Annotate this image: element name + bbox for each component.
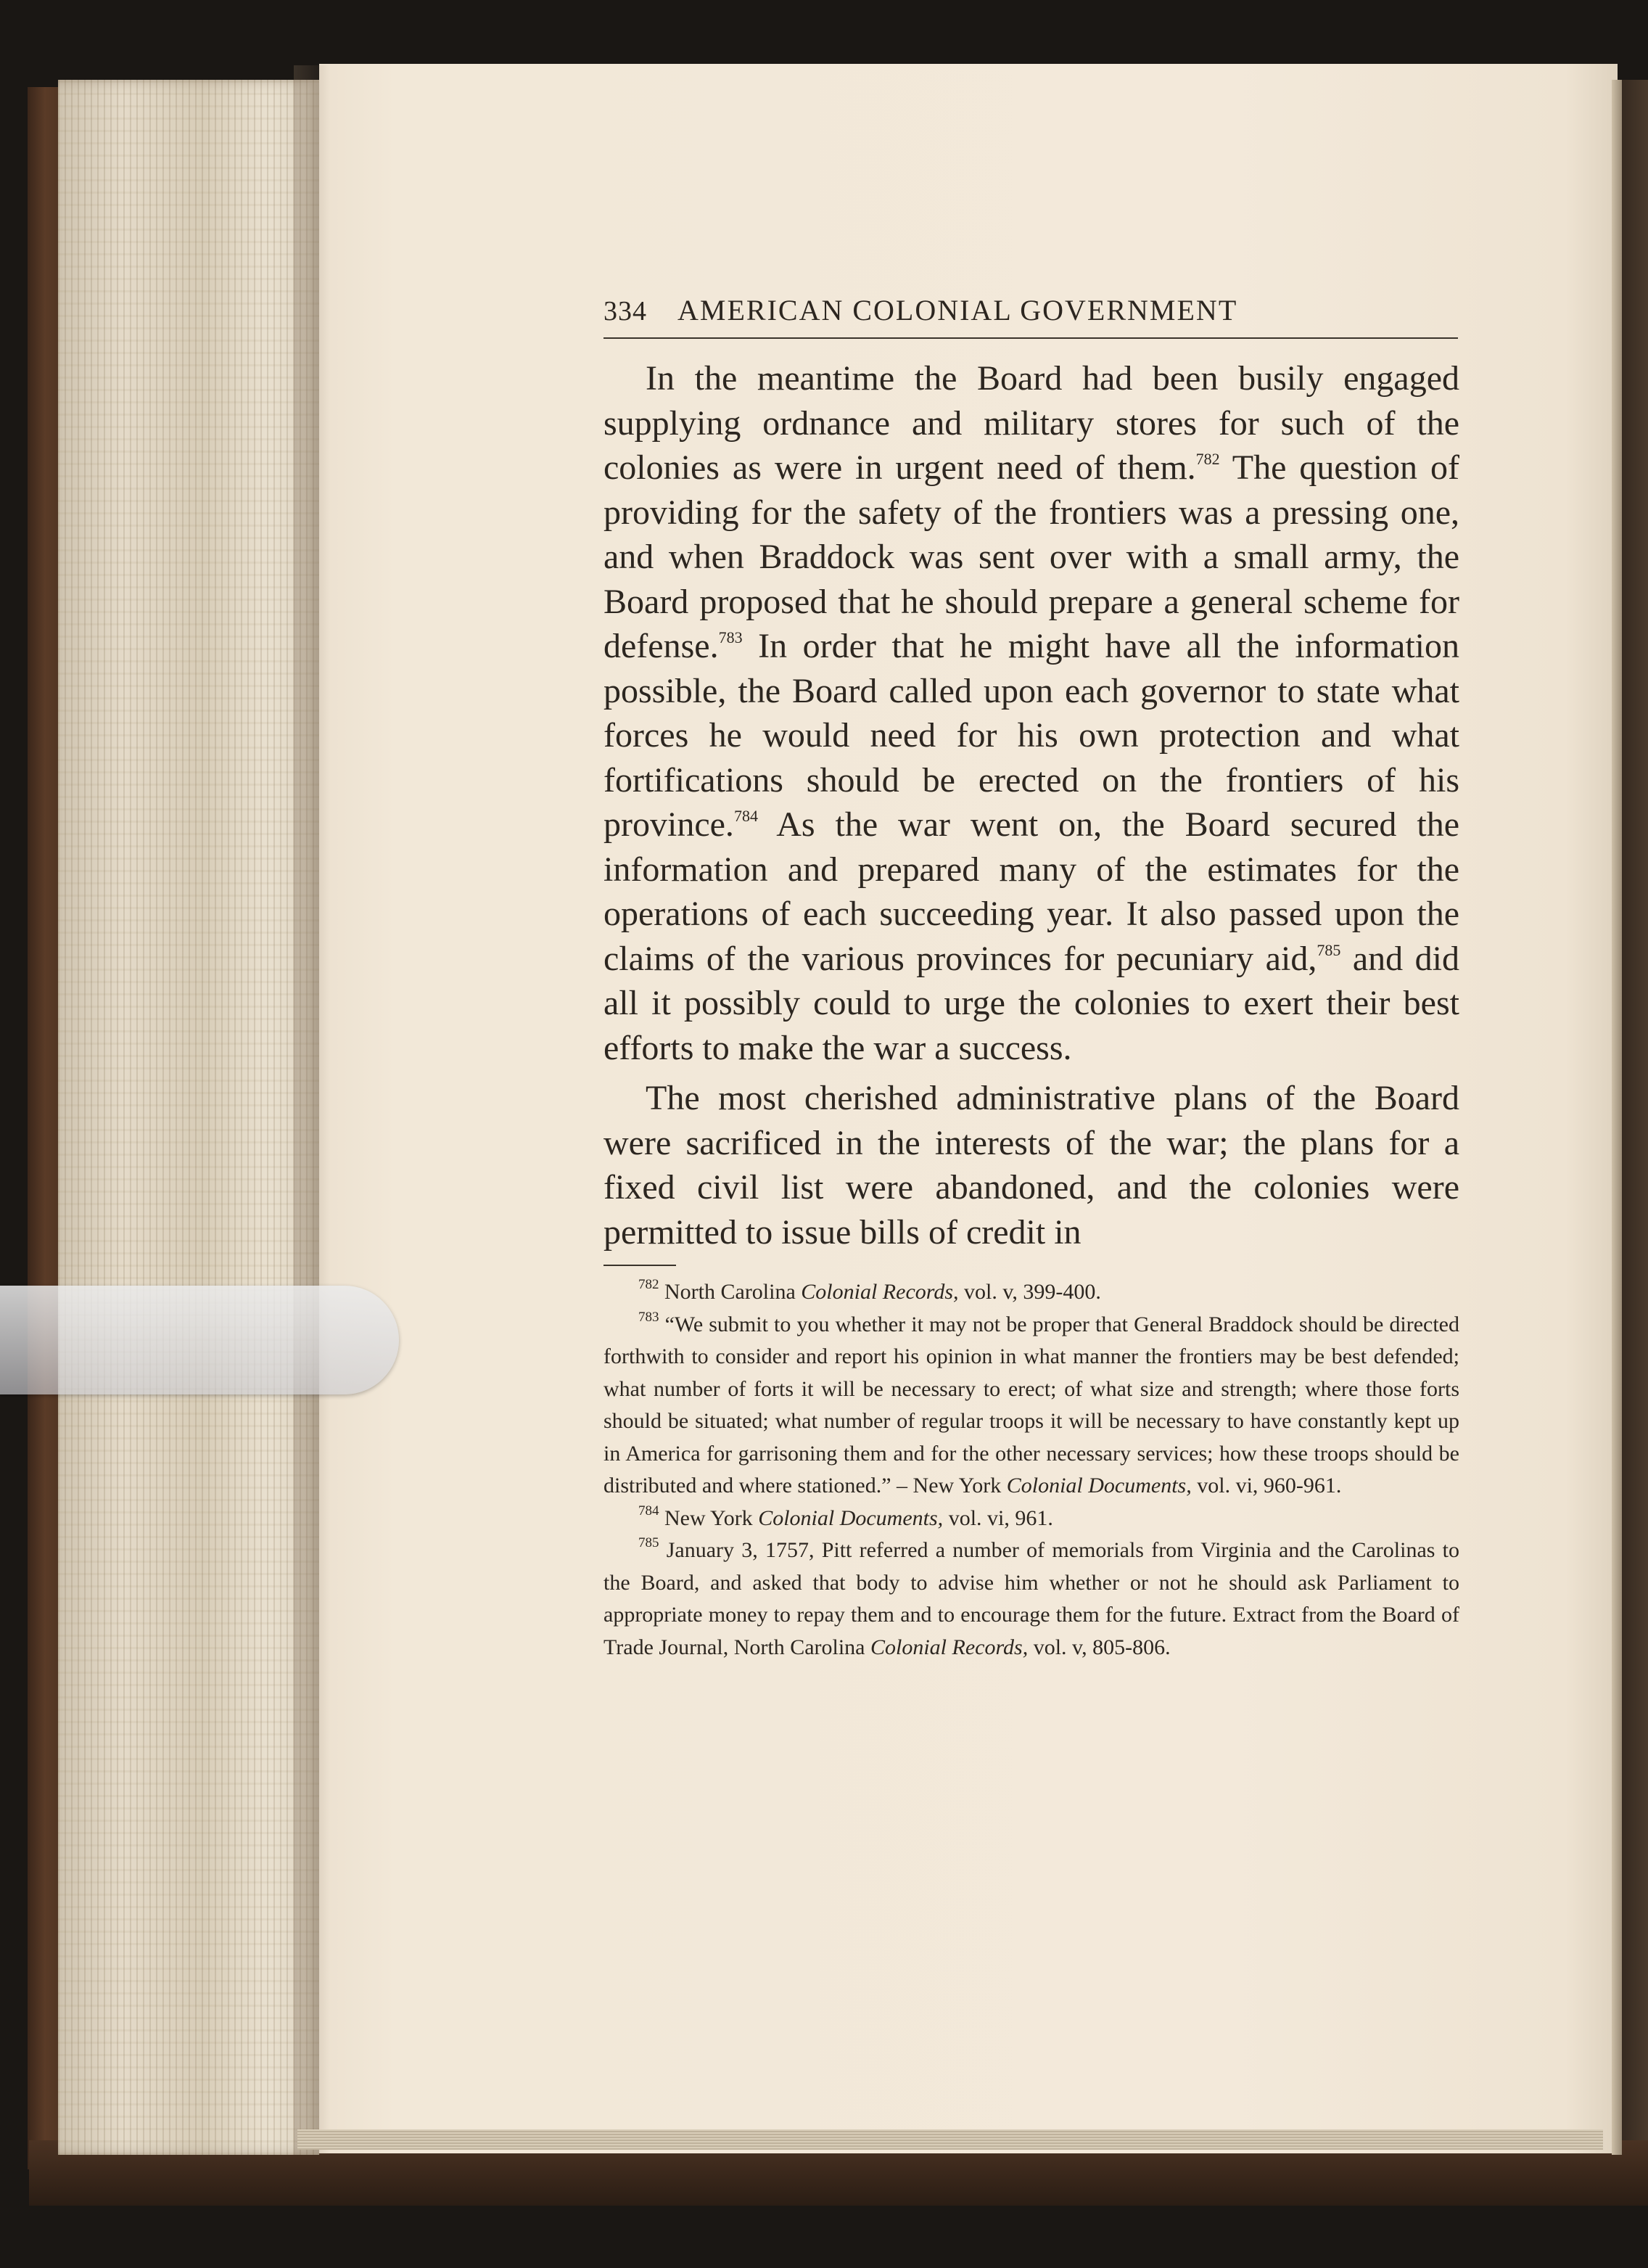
footnote-reference: 783 [718,628,743,646]
footnote-number: 782 [638,1277,659,1292]
page-header [603,293,1458,339]
page-stack-edges [58,80,319,2155]
italic-text: Colonial Records, [801,1280,959,1304]
text-run: The most cherished administrative plans of the Board were sacrificed in the interests of the war; the plans for a fixed civil list were abandoned, and the colonies were permitted to issue bills of credit in [603,1079,1459,1252]
text-run: In order that he might have all the information possible, the Board called upon each governor to state what forces he would need for his own protection and what fortifications should be erected on the frontiers of his province. [603,627,1459,844]
page-content [603,293,1459,1664]
italic-text: Colonial Documents, [758,1505,944,1530]
text-run: “We submit to you whether it may not be proper that General Braddock should be directed forthwith to consider and report his opinion in what manner the frontiers may be best defended; what number of forts it will be necessary to erect; of what size and strength; where those forts should be situated; what number of regular troops it will be necessary to have constantly kept up in America for garrisoning them and for the other necessary services; how these troops should be distributed and where stationed.” – New York [603,1312,1459,1497]
text-run: vol. v, 399-400. [958,1280,1101,1304]
footnote-number: 785 [638,1535,659,1550]
footnote-reference: 782 [1195,450,1220,468]
footnote-reference: 785 [1317,940,1341,959]
footnote-785 [603,1534,1459,1664]
text-run: As the war went on, the Board secured the information and prepared many of the estimates for the operations of each succeeding year. It also passed upon the claims of the various provinces for pecuniary aid, [603,805,1459,978]
footnote-number: 784 [638,1503,659,1519]
page-bottom-edge [297,2129,1603,2150]
body-text [603,356,1459,1254]
paragraph [603,1076,1459,1254]
text-run: North Carolina [659,1280,802,1304]
text-run: vol. v, 805-806. [1028,1635,1171,1659]
page-gutter-shadow [294,65,330,2155]
italic-text: Colonial Documents, [1006,1474,1192,1497]
bookmark-clip [0,1286,399,1394]
text-run: vol. vi, 961. [943,1505,1053,1530]
running-head: AMERICAN COLONIAL GOVERNMENT [677,294,1238,326]
text-run: In the meantime the Board had been busily engaged supplying ordnance and military stores for such of the colonies as were in urgent need of them. [603,359,1459,487]
footnote-rule [603,1265,676,1266]
text-run: January 3, 1757, Pitt referred a number of memorials from Virginia and the Carolinas to the Board, and asked that body to advise him whether or not he should ask Parliament to appropriate money to repay them and to encourage them for the future. Extract from the Board of Trade Journal, North Carolina [603,1538,1459,1659]
text-run: New York [659,1505,759,1530]
footnote-number: 783 [638,1309,659,1325]
italic-text: Colonial Records, [870,1635,1029,1659]
page-number: 334 [603,296,647,326]
footnote-784 [603,1503,1459,1535]
footnote-782 [603,1276,1459,1309]
footnotes [603,1276,1459,1664]
text-run: vol. vi, 960-961. [1191,1474,1342,1497]
page-right-edge [1612,80,1622,2155]
footnote-783 [603,1309,1459,1503]
text-run: The question of providing for the safety of the frontiers was a pressing one, and when Braddock was sent over with a small army, the Board proposed that he should prepare a general scheme for defense. [603,448,1459,665]
footnote-reference: 784 [733,807,758,825]
text-run: and did all it possibly could to urge the colonies to exert their best efforts to make the war a success. [603,939,1460,1067]
paragraph [603,356,1459,1070]
